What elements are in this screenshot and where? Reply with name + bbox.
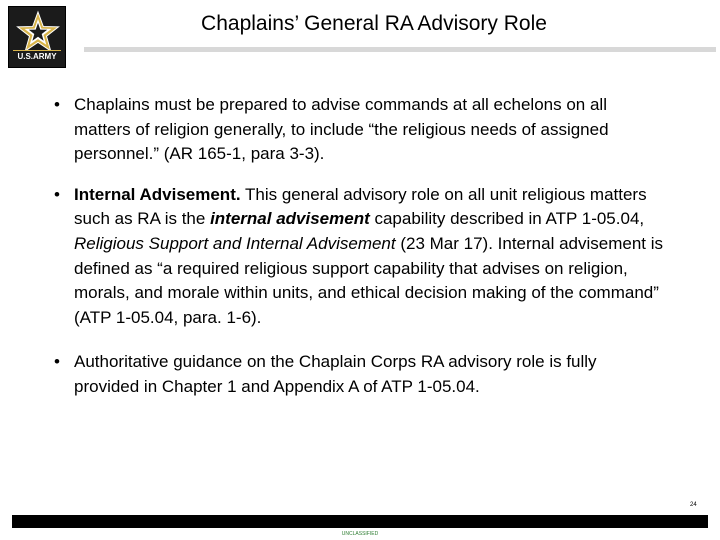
bullet-item: [54, 350, 664, 399]
army-star-icon: [15, 10, 61, 54]
bullet-emphasis: internal advisement: [210, 209, 370, 229]
bullet-text: This general advisory role on all unit religious matters such as RA is the: [74, 184, 647, 229]
bullet-item: [54, 93, 664, 167]
bullet-text: (23 Mar 17). Internal advisement is defined as “a required religious support capability that advises on religion, morals, and morale within units, and ethical decision making of the command” (ATP 1-05.04, para. 1-6).: [74, 233, 664, 327]
footer-bar: [12, 515, 708, 528]
classification-label: UNCLASSIFIED: [341, 531, 379, 537]
bullet-text: Chaplains must be prepared to advise commands at all echelons on all matters of religion generally, to include “the religious needs of assigned personnel.” (AR 165-1, para 3-3).: [74, 95, 609, 164]
publication-title: Religious Support and Internal Advisement: [74, 233, 396, 253]
bullet-dot-icon: •: [54, 95, 60, 114]
bullet-dot-icon: •: [54, 184, 60, 204]
bullet-lead: Internal Advisement.: [74, 184, 241, 204]
slide-title: Chaplains’ General RA Advisory Role: [201, 12, 547, 35]
bullet-list: [54, 93, 664, 416]
page-number: 24: [690, 502, 697, 508]
bullet-text: capability described in ATP 1-05.04,: [369, 209, 645, 229]
bullet-text: Authoritative guidance on the Chaplain Corps RA advisory role is fully provided in Chapter 1 and Appendix A of ATP 1-05.04.: [74, 352, 597, 396]
us-army-logo: [8, 6, 66, 68]
title-divider: [84, 47, 716, 52]
bullet-dot-icon: •: [54, 352, 60, 372]
logo-label: U.S.ARMY: [13, 50, 61, 63]
bullet-item: [54, 183, 664, 331]
